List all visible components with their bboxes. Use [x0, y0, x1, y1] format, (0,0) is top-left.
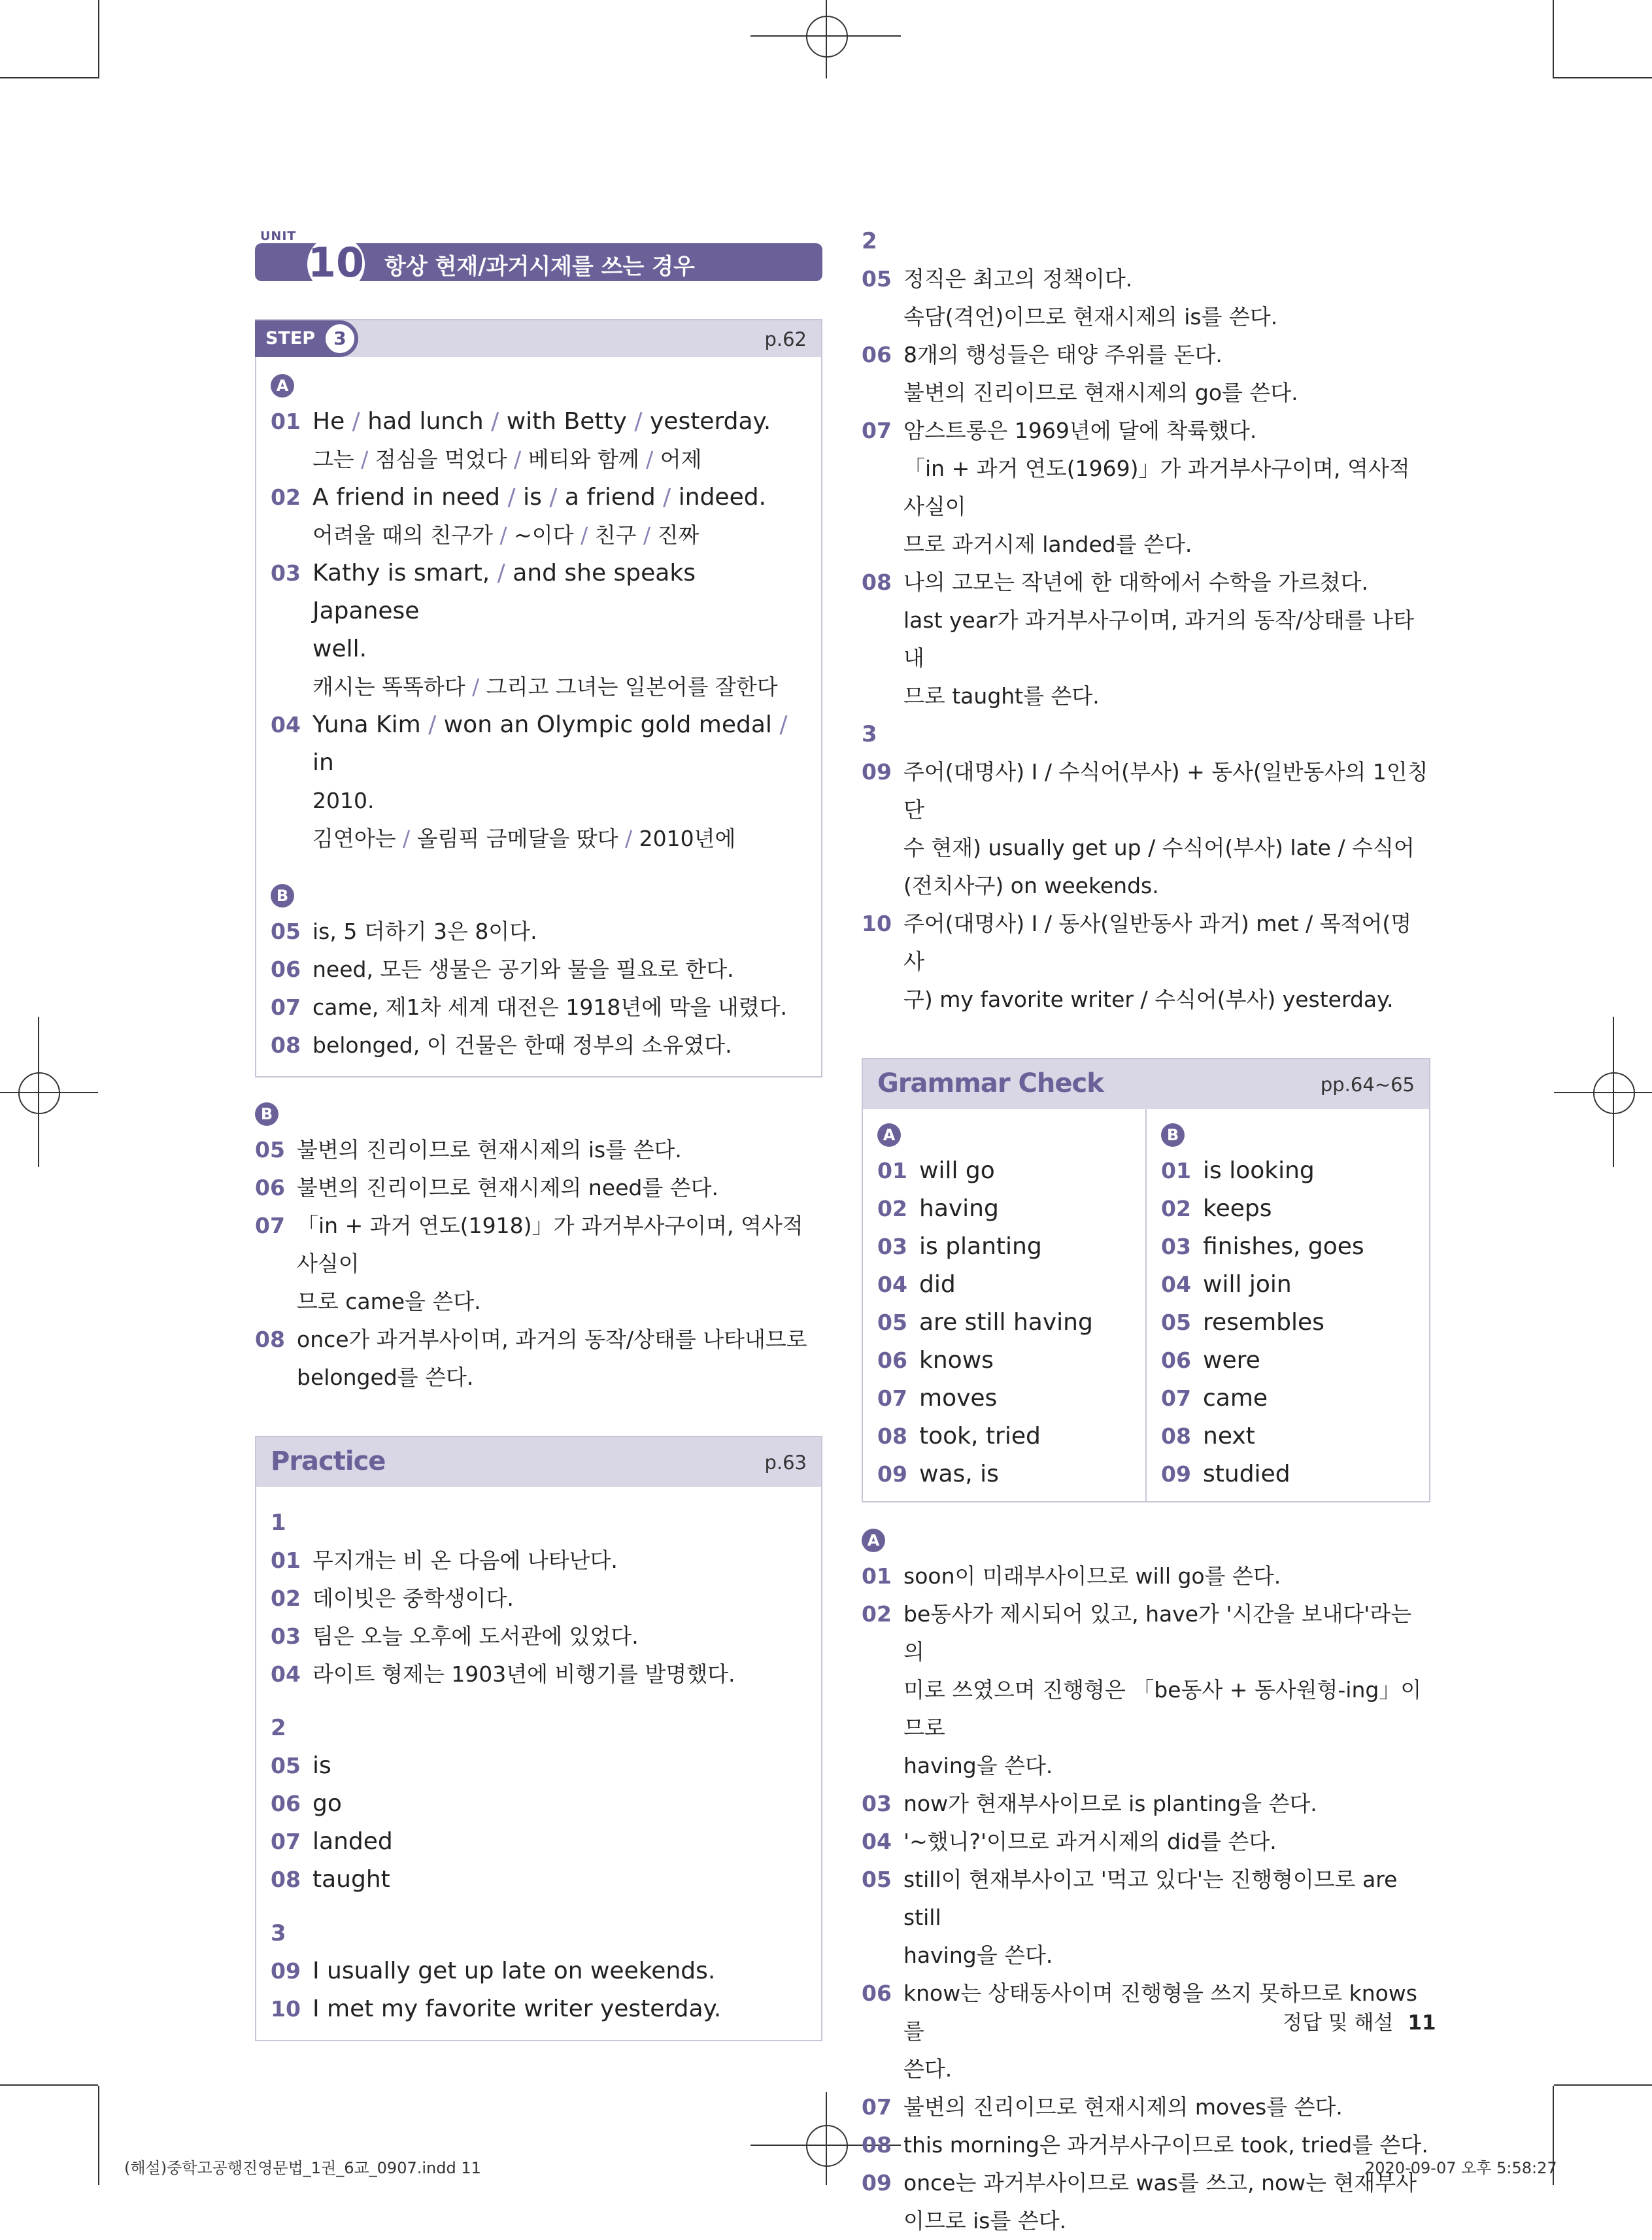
- list-item: [862, 1785, 1430, 1823]
- list-item: [271, 1861, 807, 1899]
- item-number: 07: [1161, 1385, 1191, 1411]
- item-text: Yuna Kim / won an Olympic gold medal / in: [312, 711, 788, 776]
- item-text: belonged, 이 건물은 한때 정부의 소유였다.: [312, 1032, 732, 1058]
- item-number: 01: [877, 1158, 907, 1183]
- crop-mark: [98, 2086, 99, 2185]
- unit-word: UNIT: [260, 229, 297, 243]
- item-text: [903, 1861, 1430, 1975]
- text-line: 정직은 최고의 정책이다.: [903, 266, 1133, 292]
- item-text: 불변의 진리이므로 현재시제의 moves를 쓴다.: [903, 2094, 1343, 2120]
- chunk: in: [312, 749, 334, 776]
- item-text: keeps: [1203, 1195, 1272, 1222]
- item-number: 04: [271, 712, 301, 738]
- item-text: [903, 336, 1430, 412]
- list-item: [271, 554, 807, 630]
- item-number: 08: [255, 1327, 285, 1352]
- text-line: 므로 taught를 쓴다.: [903, 683, 1100, 709]
- list-item: [255, 1131, 822, 1169]
- chunk: 베티와 함께: [528, 447, 639, 472]
- item-text: took, tried: [919, 1423, 1041, 1450]
- item-number: 03: [271, 1623, 301, 1649]
- list-item: [271, 1747, 807, 1785]
- item-number: 07: [862, 418, 892, 443]
- text-line: having을 쓴다.: [903, 1753, 1053, 1778]
- list-item: [1161, 1380, 1415, 1417]
- item-number: 05: [271, 919, 301, 944]
- text-line: 주어(대명사) I / 동사(일반동사 과거) met / 목적어(명사: [903, 911, 1412, 974]
- chunk: 어려울 때의 친구가: [312, 522, 494, 548]
- list-item: [862, 2164, 1430, 2240]
- chunk: A friend in need: [312, 484, 501, 511]
- grammar-check-title: Grammar Check: [877, 1068, 1104, 1098]
- registration-line: [826, 0, 827, 78]
- item-number: 10: [862, 911, 892, 936]
- list-item: [271, 1952, 807, 1990]
- chunk: 친구: [594, 522, 637, 548]
- text-line: 나의 고모는 작년에 한 대학에서 수학을 가르쳤다.: [903, 569, 1368, 595]
- item-text: is: [312, 1752, 331, 1779]
- list-item: [1161, 1228, 1415, 1266]
- item-text: 무지개는 비 온 다음에 나타난다.: [312, 1548, 618, 1573]
- chunk: 2010년에: [639, 826, 736, 851]
- section-badge-b: B: [271, 884, 294, 908]
- item-text: knows: [919, 1347, 994, 1374]
- item-number: 03: [1161, 1234, 1191, 1259]
- step-body: [256, 357, 821, 1076]
- item-text: studied: [1203, 1461, 1290, 1487]
- item-text: came, 제1차 세계 대전은 1918년에 막을 내렸다.: [312, 994, 788, 1020]
- section-badge-a: A: [271, 374, 294, 398]
- item-number: 07: [255, 1213, 285, 1238]
- list-item: [255, 1207, 822, 1321]
- chunk: ~이다: [514, 522, 574, 548]
- list-item: [271, 403, 807, 441]
- item-text: soon이 미래부사이므로 will go를 쓴다.: [903, 1563, 1281, 1589]
- item-continuation: 2010.: [312, 788, 375, 813]
- korean-translation: 어려울 때의 친구가 / ~이다 / 친구 / 진짜: [312, 522, 700, 548]
- step-label: STEP: [265, 328, 316, 348]
- item-text: are still having: [919, 1309, 1093, 1336]
- item-text: 불변의 진리이므로 현재시제의 need를 쓴다.: [297, 1175, 718, 1200]
- registration-line: [38, 1017, 39, 1167]
- chunk: a friend: [564, 484, 656, 511]
- text-line: 구) my favorite writer / 수식어(부사) yesterday.: [903, 987, 1394, 1012]
- footer-label: 정답 및 해설: [1283, 2011, 1394, 2035]
- list-item: [862, 412, 1430, 564]
- item-text: [903, 905, 1430, 1019]
- chunk: had lunch: [367, 408, 484, 435]
- list-item: [271, 1655, 807, 1693]
- korean-translation: 그는 / 점심을 먹었다 / 베티와 함께 / 어제: [312, 447, 702, 472]
- list-item: [1161, 1342, 1415, 1380]
- practice-page-ref: p.63: [764, 1451, 807, 1474]
- item-number: 06: [1161, 1348, 1191, 1373]
- list-item: [862, 260, 1430, 336]
- item-number: 09: [877, 1461, 907, 1487]
- item-text: 데이빗은 중학생이다.: [312, 1586, 514, 1611]
- item-number: 08: [862, 569, 892, 595]
- list-item: [877, 1152, 1131, 1190]
- list-item: [877, 1190, 1131, 1228]
- item-number: 01: [271, 409, 301, 434]
- page-footer: [1283, 2006, 1436, 2035]
- left-column: [255, 222, 822, 2041]
- list-item: [1161, 1455, 1415, 1493]
- chunk: with Betty: [506, 408, 627, 435]
- crop-mark: [1554, 77, 1652, 78]
- item-number: 04: [877, 1272, 907, 1297]
- text-line: 암스트롱은 1969년에 달에 착륙했다.: [903, 418, 1257, 443]
- list-item: [1161, 1304, 1415, 1342]
- list-item: [271, 1542, 807, 1580]
- item-number: 09: [862, 759, 892, 785]
- item-text: [903, 412, 1430, 564]
- text-line: once가 과거부사이며, 과거의 동작/상태를 나타내므로: [297, 1327, 807, 1352]
- item-text: finishes, goes: [1203, 1233, 1364, 1260]
- grammar-check-header: [863, 1059, 1429, 1109]
- item-number: 02: [862, 1601, 892, 1627]
- list-item: [271, 479, 807, 517]
- item-number: 01: [1161, 1158, 1191, 1183]
- item-continuation: well.: [312, 636, 367, 662]
- item-text: [903, 564, 1430, 715]
- korean-translation: 김연아는 / 올림픽 금메달을 땄다 / 2010년에: [312, 826, 736, 851]
- text-line: 「in + 과거 연도(1969)」가 과거부사구이며, 역사적 사실이: [903, 456, 1410, 519]
- item-number: 08: [877, 1423, 907, 1449]
- text-line: 므로 과거시제 landed를 쓴다.: [903, 532, 1192, 557]
- item-text: this morning은 과거부사구이므로 took, tried를 쓴다.: [903, 2132, 1428, 2158]
- list-item: [1161, 1152, 1415, 1190]
- step-header: [256, 320, 821, 357]
- list-item: [877, 1342, 1131, 1380]
- item-number: 08: [271, 1867, 301, 1892]
- unit-number: 10: [307, 235, 365, 293]
- item-text: [903, 2164, 1430, 2240]
- step-box: [255, 319, 822, 1078]
- item-number: 03: [862, 1791, 892, 1816]
- item-number: 01: [862, 1563, 892, 1589]
- text-line: 8개의 행성들은 태양 주위를 돈다.: [903, 342, 1222, 367]
- item-text: A friend in need / is / a friend / indeed.: [312, 484, 767, 511]
- item-text: came: [1203, 1385, 1268, 1412]
- chunk: 그리고 그녀는 일본어를 잘한다: [486, 674, 778, 700]
- section-number: 3: [862, 721, 877, 747]
- item-text: 라이트 형제는 1903년에 비행기를 발명했다.: [312, 1661, 735, 1687]
- item-text: need, 모든 생물은 공기와 물을 필요로 한다.: [312, 957, 734, 982]
- text-line: 수 현재) usually get up / 수식어(부사) late / 수식어: [903, 835, 1415, 860]
- section-badge-a: A: [862, 1529, 885, 1552]
- item-text: [903, 753, 1430, 905]
- list-item: [1161, 1417, 1415, 1455]
- section-badge-b: B: [255, 1102, 278, 1126]
- chunk: indeed.: [678, 484, 767, 511]
- item-text: is, 5 더하기 3은 8이다.: [312, 919, 537, 944]
- list-item: [862, 1823, 1430, 1861]
- slug-filename: (해설)중학고공행진영문법_1권_6교_0907.indd 11: [124, 2159, 481, 2177]
- list-item: [255, 1321, 822, 1397]
- item-number: 08: [862, 2132, 892, 2158]
- item-text: 불변의 진리이므로 현재시제의 is를 쓴다.: [297, 1137, 682, 1162]
- registration-line: [1613, 1017, 1614, 1167]
- text-line: belonged를 쓴다.: [297, 1365, 474, 1390]
- item-number: 06: [271, 957, 301, 982]
- grammar-check-page-ref: pp.64~65: [1320, 1074, 1415, 1096]
- item-number: 04: [1161, 1272, 1191, 1297]
- item-number: 05: [271, 1753, 301, 1778]
- item-number: 03: [271, 560, 301, 586]
- step-number: 3: [324, 323, 356, 354]
- chunk: 그는: [312, 447, 354, 472]
- item-number: 02: [271, 484, 301, 510]
- explanation-b: [255, 1096, 822, 1397]
- text-line: once는 과거부사이므로 was를 쓰고, now는 현재부사: [903, 2170, 1417, 2196]
- list-item: [271, 951, 807, 989]
- text-line: know는 상태동사이며 진행형을 쓰지 못하므로 knows를: [903, 1980, 1417, 2044]
- list-item: [1161, 1190, 1415, 1228]
- list-item: [271, 1027, 807, 1064]
- slug-timestamp: 2020-09-07 오후 5:58:27: [1365, 2159, 1557, 2177]
- grammar-check-col-a: [863, 1109, 1145, 1501]
- list-item: [877, 1380, 1131, 1417]
- item-text: 팀은 오늘 오후에 도서관에 있었다.: [312, 1623, 639, 1649]
- page-number: 11: [1408, 2011, 1436, 2035]
- item-number: 05: [877, 1310, 907, 1335]
- crop-mark: [0, 2084, 98, 2086]
- item-number: 06: [862, 342, 892, 367]
- crop-mark: [1553, 0, 1554, 78]
- item-text: will join: [1203, 1271, 1292, 1298]
- item-text: '~했니?'이므로 과거시제의 did를 쓴다.: [903, 1829, 1277, 1854]
- grammar-check-box: [862, 1058, 1430, 1502]
- chunk: 어제: [660, 447, 702, 472]
- list-item: [862, 2088, 1430, 2126]
- item-number: 05: [862, 1867, 892, 1892]
- text-line: 주어(대명사) I / 수식어(부사) + 동사(일반동사의 1인칭 단: [903, 759, 1428, 823]
- item-text: were: [1203, 1347, 1260, 1374]
- list-item: [862, 753, 1430, 905]
- item-number: 06: [255, 1175, 285, 1200]
- item-number: 02: [271, 1586, 301, 1611]
- item-text: Kathy is smart, / and she speaks Japanese: [312, 560, 696, 624]
- list-item: [255, 1169, 822, 1207]
- item-number: 08: [1161, 1423, 1191, 1449]
- chunk: 캐시는 똑똑하다: [312, 674, 465, 700]
- item-text: is planting: [919, 1233, 1042, 1260]
- item-number: 07: [271, 994, 301, 1020]
- text-line: last year가 과거부사구이며, 과거의 동작/상태를 나타내: [903, 607, 1415, 671]
- section-number: 2: [271, 1715, 286, 1741]
- list-item: [862, 2126, 1430, 2164]
- chunk: 진짜: [657, 522, 700, 548]
- chunk: yesterday.: [649, 408, 771, 435]
- item-number: 05: [255, 1137, 285, 1162]
- chunk: 점심을 먹었다: [375, 447, 507, 472]
- registration-mark-icon: [806, 16, 848, 58]
- text-line: 이므로 is를 쓴다.: [903, 2208, 1067, 2233]
- item-number: 02: [877, 1196, 907, 1221]
- item-text: He / had lunch / with Betty / yesterday.: [312, 408, 771, 435]
- item-text: taught: [312, 1866, 390, 1893]
- unit-title: 항상 현재/과거시제를 쓰는 경우: [384, 254, 695, 280]
- item-text: having: [919, 1195, 999, 1222]
- item-text: is looking: [1203, 1157, 1315, 1184]
- section-badge-a: A: [877, 1123, 901, 1147]
- item-text: go: [312, 1790, 342, 1817]
- chunk: is: [523, 484, 542, 511]
- item-text: [903, 260, 1430, 336]
- text-line: 「in + 과거 연도(1918)」가 과거부사구이며, 역사적 사실이: [297, 1213, 803, 1276]
- registration-mark-icon: [806, 2125, 848, 2167]
- registration-line: [826, 2092, 827, 2185]
- list-item: [271, 1990, 807, 2028]
- item-text: will go: [919, 1157, 995, 1184]
- korean-translation: 캐시는 똑똑하다 / 그리고 그녀는 일본어를 잘한다: [312, 674, 778, 700]
- item-number: 10: [271, 1996, 301, 2022]
- list-item: [862, 336, 1430, 412]
- item-number: 02: [1161, 1196, 1191, 1221]
- text-line: having을 쓴다.: [903, 1943, 1053, 1968]
- practice-box: [255, 1436, 822, 2041]
- chunk: 김연아는: [312, 826, 396, 851]
- item-text: was, is: [919, 1461, 999, 1487]
- list-item: [862, 1557, 1430, 1595]
- chunk: Yuna Kim: [312, 711, 421, 738]
- item-number: 09: [1161, 1461, 1191, 1487]
- text-line: 속담(격언)이므로 현재시제의 is를 쓴다.: [903, 304, 1278, 330]
- list-item: [271, 989, 807, 1027]
- section-number: 3: [271, 1920, 286, 1946]
- item-text: landed: [312, 1828, 393, 1855]
- list-item: [1161, 1266, 1415, 1304]
- item-number: 07: [271, 1829, 301, 1854]
- text-line: 미로 쓰였으며 진행형은 「be동사 + 동사원형-ing」이므로: [903, 1677, 1422, 1740]
- item-number: 05: [1161, 1310, 1191, 1335]
- item-number: 09: [862, 2170, 892, 2196]
- list-item: [877, 1455, 1131, 1493]
- item-text: did: [919, 1271, 956, 1298]
- registration-mark-icon: [18, 1072, 60, 1114]
- list-item: [862, 1861, 1430, 1975]
- chunk: 올림픽 금메달을 땄다: [416, 826, 618, 851]
- list-item: [877, 1266, 1131, 1304]
- practice-header: [256, 1437, 821, 1487]
- text-line: (전치사구) on weekends.: [903, 873, 1159, 898]
- text-line: be동사가 제시되어 있고, have가 '시간을 보내다'라는 의: [903, 1601, 1412, 1665]
- item-number: 04: [271, 1661, 301, 1687]
- list-item: [877, 1417, 1131, 1455]
- item-text: I usually get up late on weekends.: [312, 1958, 716, 1984]
- item-text: I met my favorite writer yesterday.: [312, 1995, 722, 2022]
- list-item: [877, 1304, 1131, 1342]
- text-line: 쓴다.: [903, 2056, 952, 2082]
- list-item: [271, 1618, 807, 1655]
- list-item: [271, 706, 807, 782]
- item-number: 07: [862, 2094, 892, 2120]
- list-item: [862, 905, 1430, 1019]
- list-item: [271, 913, 807, 951]
- text-line: 불변의 진리이므로 현재시제의 go를 쓴다.: [903, 380, 1298, 405]
- crop-mark: [1554, 2084, 1652, 2086]
- text-line: still이 현재부사이고 '먹고 있다'는 진행형이므로 are still: [903, 1867, 1398, 1930]
- practice-title: Practice: [271, 1446, 386, 1476]
- item-number: 09: [271, 1958, 301, 1984]
- grammar-check-explanation: [862, 1522, 1430, 2240]
- item-text: [903, 1595, 1430, 1785]
- right-column: [862, 222, 1430, 2240]
- grammar-check-col-b: [1145, 1109, 1429, 1501]
- list-item: [271, 1785, 807, 1823]
- list-item: [862, 564, 1430, 715]
- item-text: now가 현재부사이므로 is planting을 쓴다.: [903, 1791, 1317, 1816]
- section-badge-b: B: [1161, 1123, 1185, 1147]
- item-number: 05: [862, 266, 892, 292]
- step-page-ref: p.62: [764, 328, 807, 350]
- item-number: 06: [862, 1980, 892, 2006]
- registration-mark-icon: [1593, 1072, 1635, 1114]
- item-text: next: [1203, 1423, 1255, 1450]
- list-item: [271, 1823, 807, 1861]
- section-number: 1: [271, 1510, 286, 1536]
- crop-mark: [98, 0, 99, 78]
- list-item: [271, 1580, 807, 1618]
- item-number: 06: [877, 1348, 907, 1373]
- item-number: 04: [862, 1829, 892, 1854]
- item-text: resembles: [1203, 1309, 1324, 1336]
- item-text: [297, 1207, 822, 1321]
- registration-line: [1554, 1092, 1652, 1093]
- list-item: [877, 1228, 1131, 1266]
- text-line: 므로 came을 쓴다.: [297, 1289, 481, 1314]
- unit-banner: [255, 222, 822, 288]
- chunk: He: [312, 408, 345, 435]
- chunk: won an Olympic gold medal: [443, 711, 772, 738]
- item-number: 07: [877, 1385, 907, 1411]
- item-text: moves: [919, 1385, 998, 1412]
- registration-line: [0, 1092, 98, 1093]
- list-item: [862, 1595, 1430, 1785]
- grammar-check-columns: [863, 1109, 1429, 1501]
- item-number: 01: [271, 1548, 301, 1573]
- item-number: 06: [271, 1791, 301, 1816]
- chunk: Kathy is smart,: [312, 560, 490, 586]
- item-number: 08: [271, 1032, 301, 1058]
- section-number: 2: [862, 228, 877, 254]
- practice-body: [256, 1487, 821, 2040]
- chunk: and she speaks Japanese: [312, 560, 696, 624]
- item-number: 03: [877, 1234, 907, 1259]
- item-text: [297, 1321, 822, 1397]
- crop-mark: [0, 77, 98, 78]
